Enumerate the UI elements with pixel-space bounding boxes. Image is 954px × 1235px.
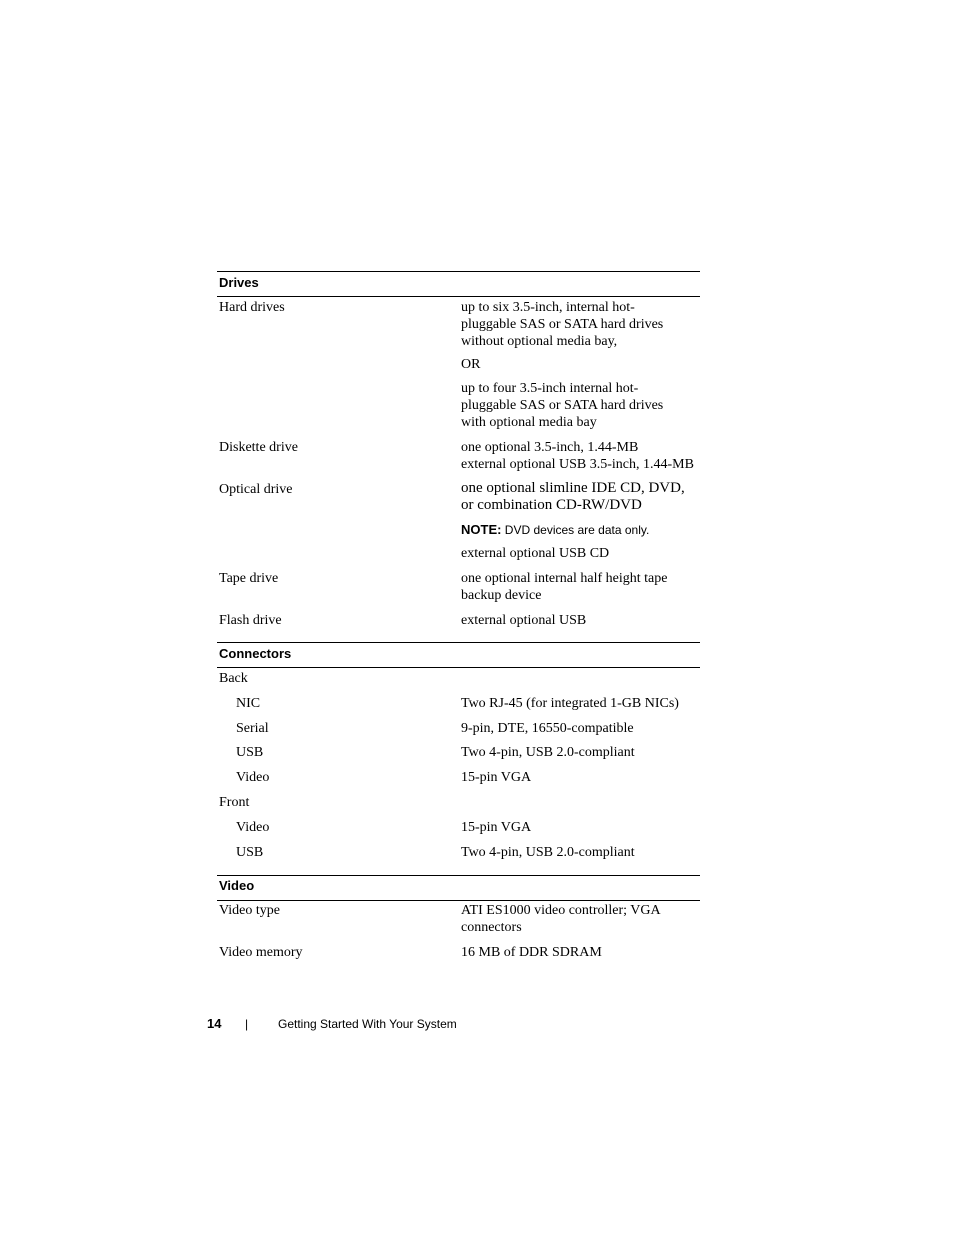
spec-value-back-video: 15-pin VGA [461, 770, 532, 785]
section-heading-drives: Drives [219, 275, 259, 290]
spec-value-optical-internal: one optional slimline IDE CD, DVD, or combination CD-RW/DVD [461, 480, 685, 513]
spec-label-diskette-drive: Diskette drive [219, 440, 298, 455]
spec-label-hard-drives: Hard drives [219, 300, 285, 315]
spec-group-back: Back [219, 671, 248, 686]
spec-label-flash-drive: Flash drive [219, 613, 282, 628]
spec-value-front-video: 15-pin VGA [461, 820, 532, 835]
spec-label-video-type: Video type [219, 903, 280, 918]
spec-value-optical-usb: external optional USB CD [461, 546, 610, 561]
spec-label-back-serial: Serial [236, 721, 269, 736]
section-rule [217, 296, 700, 297]
page-number: 14 [207, 1016, 222, 1031]
spec-label-back-nic: NIC [236, 696, 261, 711]
footer-separator: | [245, 1017, 249, 1031]
footer-document-title: Getting Started With Your System [278, 1017, 457, 1031]
spec-value-back-serial: 9-pin, DTE, 16550-compatible [461, 721, 634, 736]
spec-value-hard-drives-six: up to six 3.5-inch, internal hot-pluggable SAS or SATA hard drives without optional media bay, [461, 300, 664, 349]
spec-value-front-usb: Two 4-pin, USB 2.0-compliant [461, 845, 635, 860]
spec-label-video-memory: Video memory [219, 945, 303, 960]
spec-label-optical-drive: Optical drive [219, 482, 293, 497]
section-rule [217, 875, 700, 876]
section-rule [217, 900, 700, 901]
spec-label-back-video: Video [236, 770, 270, 785]
spec-value-video-type: ATI ES1000 video controller; VGA connectors [461, 903, 660, 935]
spec-group-front: Front [219, 795, 250, 810]
note-label: NOTE: [461, 522, 502, 537]
section-rule [217, 271, 700, 272]
spec-value-back-usb: Two 4-pin, USB 2.0-compliant [461, 745, 635, 760]
spec-value-hard-drives-four: up to four 3.5-inch internal hot-pluggable SAS or SATA hard drives with optional media bay [461, 381, 664, 430]
spec-value-or: OR [461, 357, 481, 372]
note-text: DVD devices are data only. [504, 523, 650, 537]
spec-value-back-nic: Two RJ-45 (for integrated 1-GB NICs) [461, 696, 679, 711]
spec-value-tape-drive: one optional internal half height tape backup device [461, 571, 668, 603]
section-heading-connectors: Connectors [219, 646, 292, 661]
note [461, 522, 649, 538]
spec-value-video-memory: 16 MB of DDR SDRAM [461, 945, 602, 960]
section-rule [217, 667, 700, 668]
spec-label-front-usb: USB [236, 845, 264, 860]
spec-value-diskette-internal: one optional 3.5-inch, 1.44-MB [461, 440, 639, 455]
spec-value-diskette-usb: external optional USB 3.5-inch, 1.44-MB [461, 457, 694, 472]
spec-label-front-video: Video [236, 820, 270, 835]
spec-value-flash-drive: external optional USB [461, 613, 587, 628]
section-heading-video: Video [219, 878, 255, 893]
spec-label-tape-drive: Tape drive [219, 571, 279, 586]
section-rule [217, 642, 700, 643]
spec-label-back-usb: USB [236, 745, 264, 760]
